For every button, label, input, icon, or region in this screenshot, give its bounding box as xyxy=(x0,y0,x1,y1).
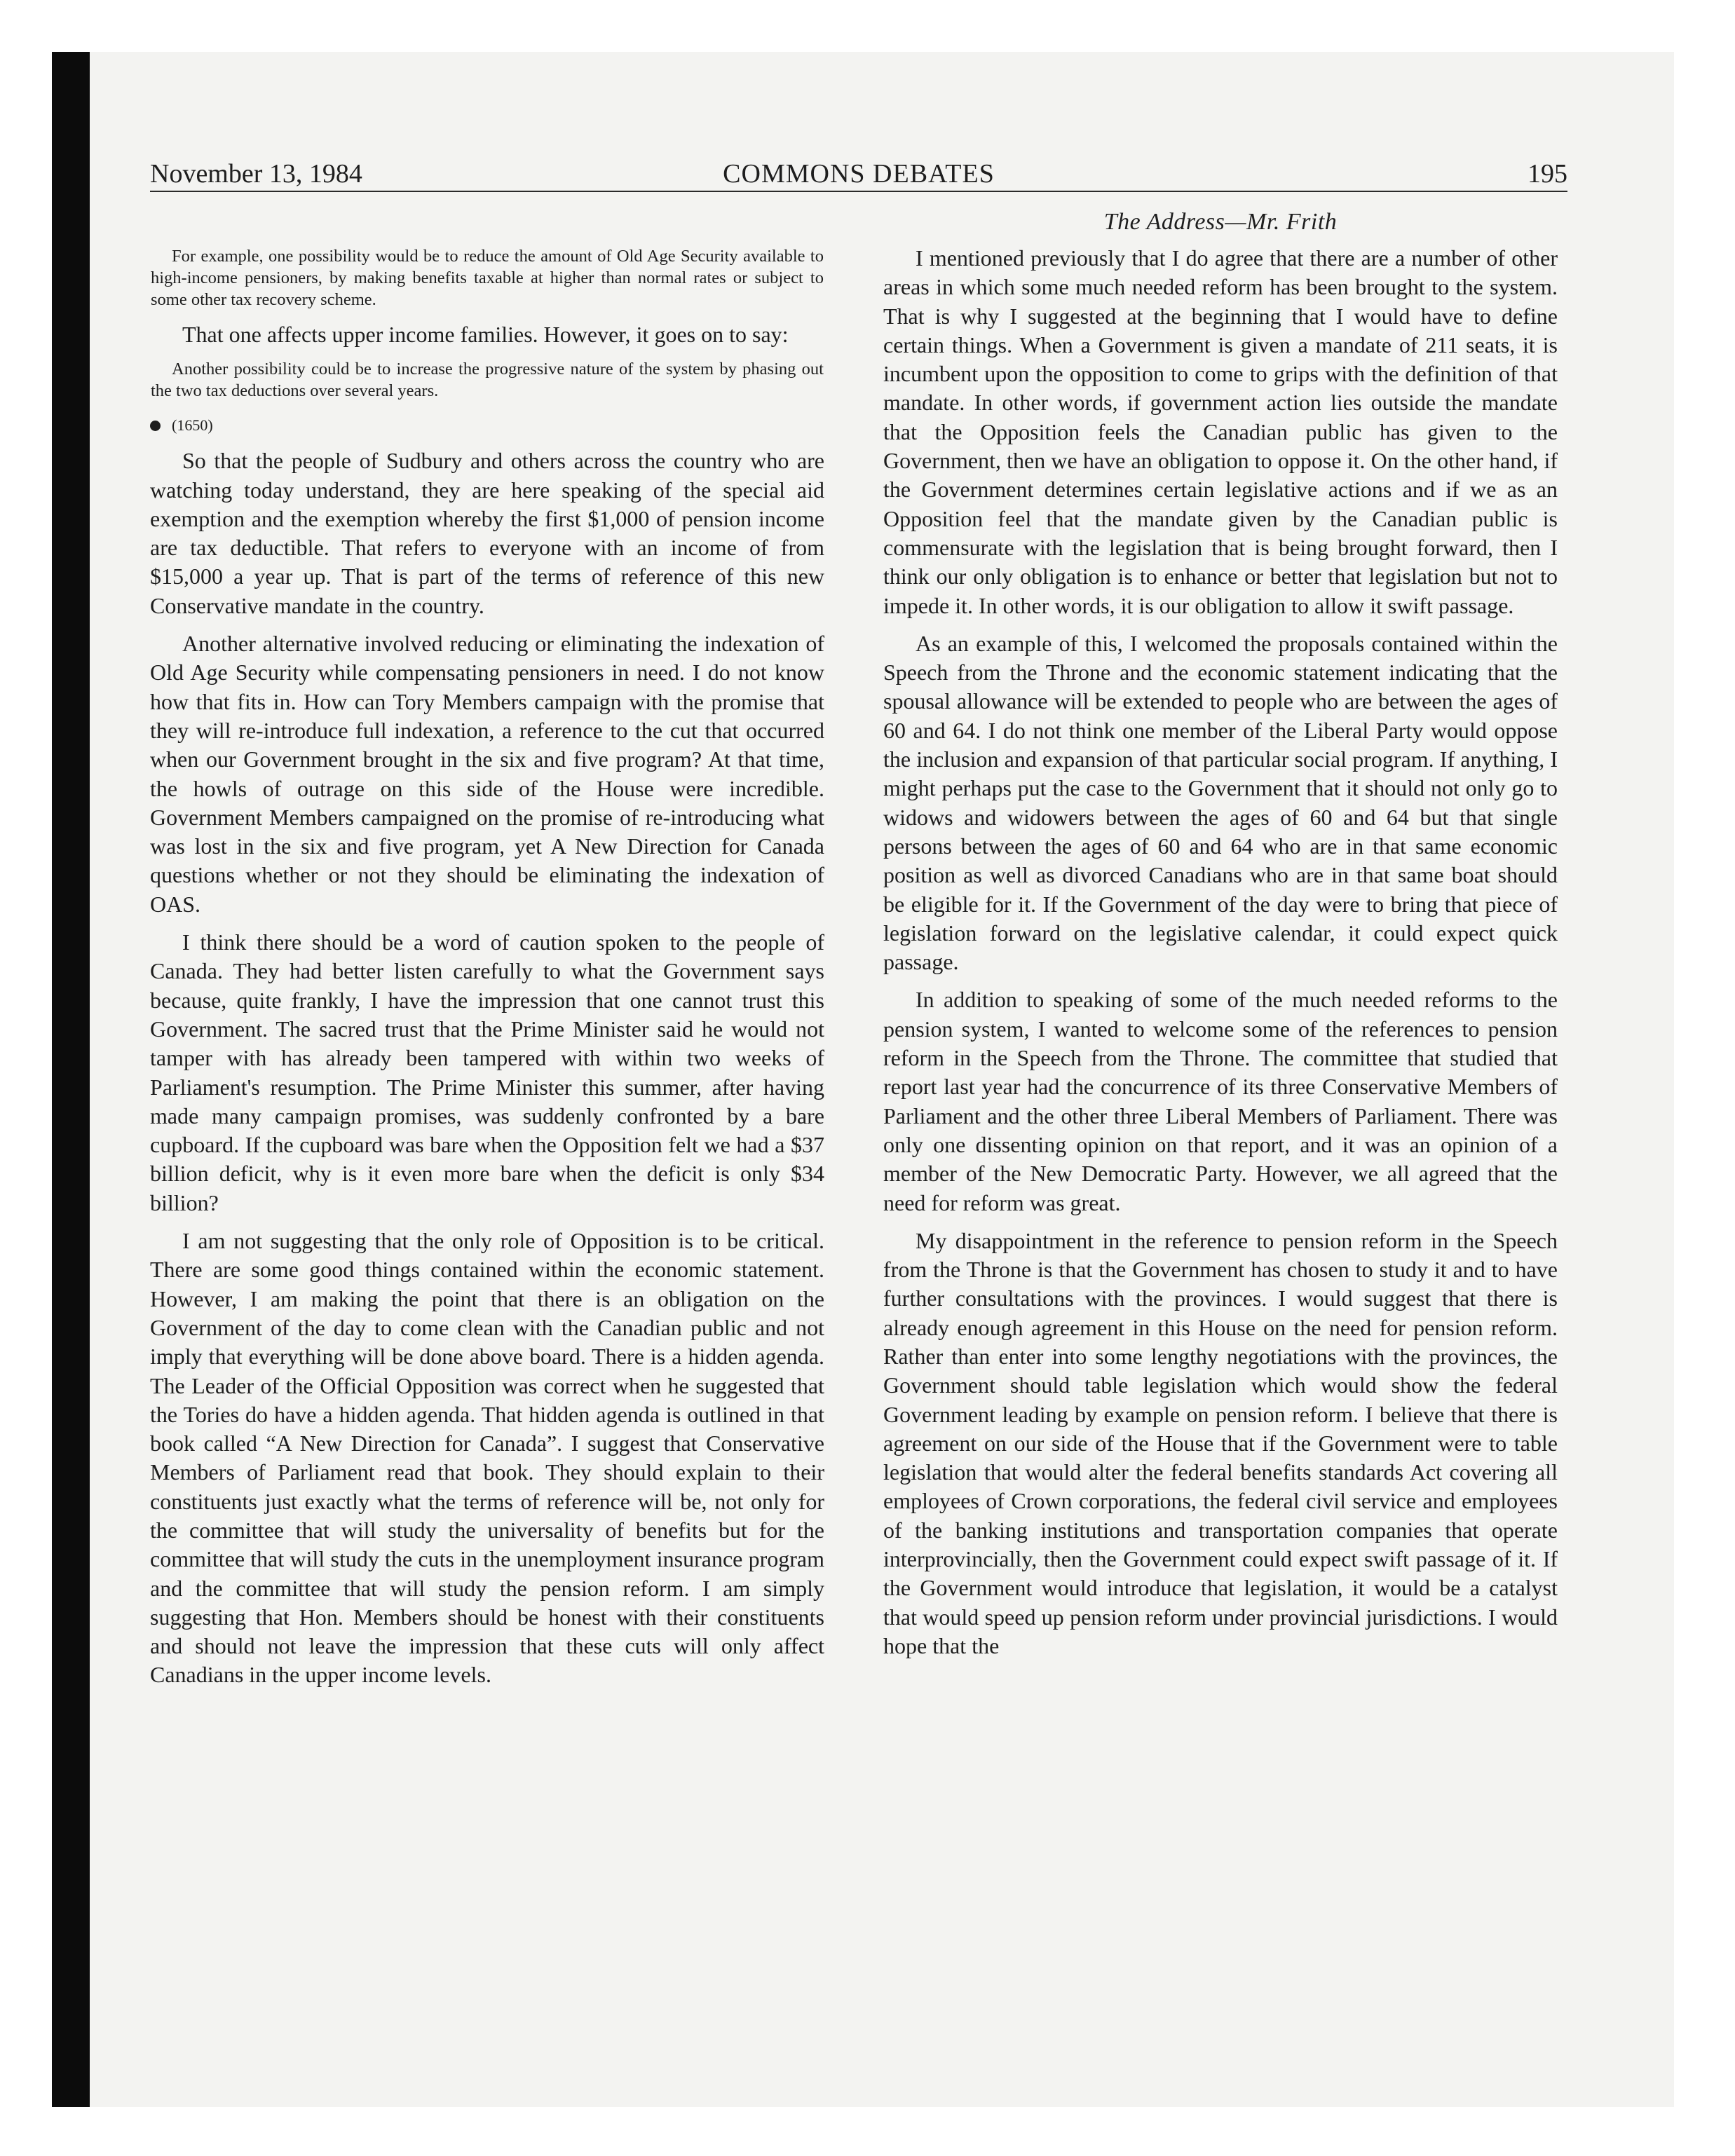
right-column xyxy=(883,206,1558,1930)
scan-binding-edge xyxy=(52,52,90,2107)
paragraph: I mentioned previously that I do agree that there are a number of other areas in which some much needed reform has been brought to the system. That is why I suggested at the beginning that I would have to define certain things. When a Government is given a mandate of 211 seats, it is incumbent upon the opposition to come to grips with the definition of that mandate. In other words, if government action lies outside the mandate that the Opposition feels the Canadian public has given to the Government, then we have an obligation to oppose it. On the other hand, if the Government determines certain legislative actions and if we as an Opposition feel that the mandate given by the Canadian public is commensurate with the legislation that is being brought forward, then I think our only obligation is to enhance or better that legislation but not to impede it. In other words, it is our obligation to allow it swift passage. xyxy=(883,245,1558,618)
paragraph: So that the people of Sudbury and others across the country who are watching today understand, they are here speaking of the special aid exemption and the exemption whereby the first $1,000 of pension income are tax deductible. That refers to everyone with an income of from $15,000 a year up. That is part of the terms of reference of this new Conservative mandate in the country. xyxy=(150,448,824,618)
paragraph: I think there should be a word of caution spoken to the people of Canada. They had better listen carefully to what the Government says because, quite frankly, I have the impression that one cannot trust this Government. The sacred trust that the Prime Minister said he would not tamper with has already been tampered with within two weeks of Parliament's resumption. The Prime Minister this summer, after having made many campaign promises, was suddenly confronted by a bare cupboard. If the cupboard was bare when the Opposition felt we had a $37 billion deficit, why is it even more bare when the deficit is only $34 billion? xyxy=(150,929,824,1215)
time-marker-label: (1650) xyxy=(172,416,213,435)
bullet-icon xyxy=(150,421,161,431)
header-date: November 13, 1984 xyxy=(150,159,362,189)
running-head: The Address—Mr. Frith xyxy=(1103,209,1338,235)
left-column xyxy=(150,245,824,1970)
paragraph: Another alternative involved reducing or eliminating the indexation of Old Age Security while compensating pensioners in need. I do not know how that fits in. How can Tory Members campaign with the promise that they will re-introduce full indexation, a reference to the cut that occurred when our Government brought in the six and five program? At that time, the howls of outrage on this side of the House were incredible. Government Members campaigned on the promise of re-introducing what was lost in the six and five program, yet A New Direction for Canada questions whether or not they should be eliminating the indexation of OAS. xyxy=(150,631,824,917)
paragraph: As an example of this, I welcomed the proposals contained within the Speech from the Throne and the economic statement indicating that the spousal allowance will be extended to people who are between the ages of 60 and 64. I do not think one member of the Liberal Party would oppose the inclusion and expansion of that particular social program. If anything, I might perhaps put the case to the Government that it should not only go to widows and widowers between the ages of 60 and 64 but that single persons between the ages of 60 and 64 who are in that same economic position as well as divorced Canadians who are in that same boat should be eligible for it. If the Government of the day were to bring that piece of legislation forward on the legislative calendar, it could expect quick passage. xyxy=(883,630,1558,975)
paragraph: My disappointment in the reference to pension reform in the Speech from the Throne is that the Government has chosen to study it and to have further consultations with the provinces. I would suggest that there is already enough agreement in this House on the need for pension reform. Rather than enter into some lengthy negotiations with the provinces, the Government should table legislation which would show the federal Government leading by example on pension reform. I believe that there is agreement on our side of the House that if the Government were to table legislation that would alter the federal benefits standards Act covering all employees of Crown corporations, the federal civil service and employees of the banking institutions and transportation companies that operate interprovincially, then the Government could expect swift passage of it. If the Government would introduce that legislation, it would be a catalyst that would speed up pension reform under provincial jurisdictions. I would hope that the xyxy=(883,1227,1558,1658)
paragraph: I am not suggesting that the only role of Opposition is to be critical. There are some good things contained within the economic statement. However, I am making the point that there is an obligation on the Government of the day to come clean with the Canadian public and not imply that everything will be done above board. There is a hidden agenda. The Leader of the Official Opposition was correct when he suggested that the Tories do have a hidden agenda. That hidden agenda is outlined in that book called “A New Direction for Canada”. I suggest that Conservative Members of Parliament read that book. They should explain to their constituents just exactly what the terms of reference will be, not only for the committee that will study the universality of benefits but for the committee that will study the cuts in the unemployment insurance program and the committee that will study the pension reform. I am simply suggesting that Hon. Members should be honest with their constituents and should not leave the impression that these cuts will only affect Canadians in the upper income levels. xyxy=(150,1228,824,1688)
paragraph: In addition to speaking of some of the much needed reforms to the pension system, I wanted to welcome some of the references to pension reform in the Speech from the Throne. The committee that studied that report last year had the concurrence of its three Conservative Members of Parliament and the other three Liberal Members of Parliament. There was only one dissenting opinion on that report, and it was an opinion of a member of the New Democratic Party. However, we all agreed that the need for reform was great. xyxy=(883,987,1558,1215)
time-marker xyxy=(150,411,824,439)
page-header xyxy=(150,156,1567,192)
page-number: 195 xyxy=(1528,159,1567,189)
paragraph: That one affects upper income families. However, it goes on to say: xyxy=(182,322,789,347)
block-quote: Another possibility could be to increase the progressive nature of the system by phasing out the two tax deductions over several years. xyxy=(151,360,824,401)
header-rule xyxy=(150,191,1567,192)
publication-title: COMMONS DEBATES xyxy=(723,159,995,189)
block-quote: For example, one possibility would be to reduce the amount of Old Age Security available to high-income pensioners, by making benefits taxable at higher than normal rates or subject to some other tax recovery scheme. xyxy=(151,247,824,309)
